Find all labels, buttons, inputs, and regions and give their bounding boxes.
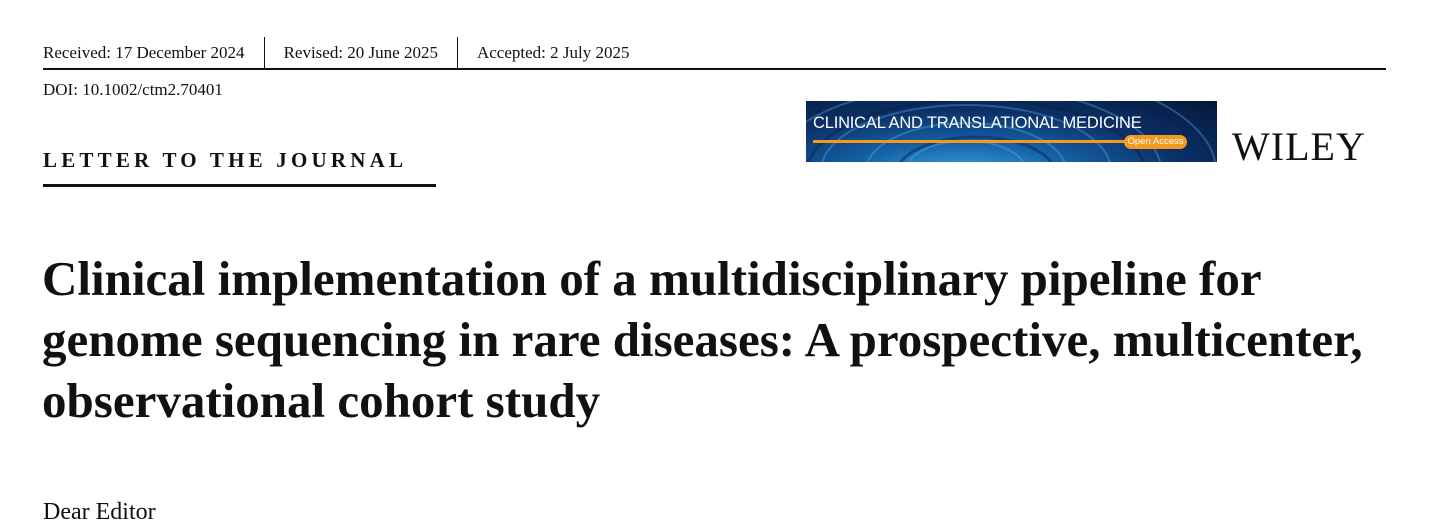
- journal-name: CLINICAL AND TRANSLATIONAL MEDICINE: [813, 114, 1142, 132]
- revised-date: Revised: 20 June 2025: [264, 37, 457, 69]
- article-title: Clinical implementation of a multidisciplinary pipeline for genome sequencing in rare diseases: A prospective, multicenter, observational cohort study: [42, 251, 1363, 428]
- accepted-date: Accepted: 2 July 2025: [457, 37, 649, 69]
- publisher-logo: WILEY: [1232, 124, 1366, 169]
- doi: DOI: 10.1002/ctm2.70401: [43, 80, 223, 99]
- banner-accent-line: [813, 140, 1126, 143]
- letter-salutation: Dear Editor: [43, 499, 156, 525]
- article-type-underline: [43, 184, 436, 187]
- received-date: Received: 17 December 2024: [43, 43, 245, 62]
- open-access-badge: Open Access: [1124, 135, 1187, 149]
- article-type-label: LETTER TO THE JOURNAL: [43, 148, 408, 172]
- journal-banner: [806, 101, 1217, 162]
- article-history: [43, 38, 1386, 70]
